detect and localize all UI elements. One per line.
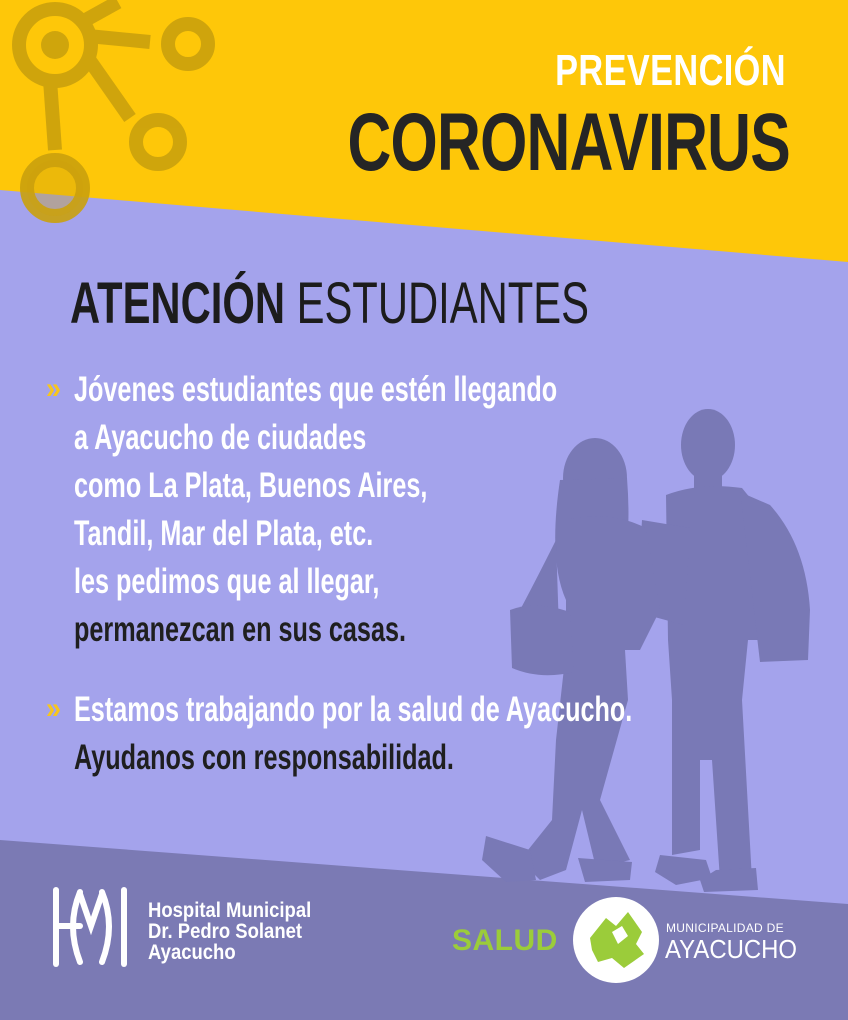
bullet-1-line-4: Tandil, Mar del Plata, etc. [74,514,374,553]
bullet-arrow-icon: » [46,692,62,725]
ayacucho-map-icon [572,896,660,984]
hospital-name-line-3: Ayacucho [148,941,236,964]
bullet-1-line-6: permanezcan en sus casas. [74,610,406,649]
bullet-1-line-5: les pedimos que al llegar, [74,562,380,601]
heading-bold: ATENCIÓN [70,271,285,336]
bullet-2-line-2: Ayudanos con responsabilidad. [74,738,454,777]
hospital-name-line-1: Hospital Municipal [148,899,312,922]
section-heading [70,270,589,337]
hm-monogram-icon [50,886,130,968]
bullet-1-line-2: a Ayacucho de ciudades [74,418,367,457]
main-title: CORONAVIRUS [347,97,790,188]
municipality-line-2: AYACUCHO [665,934,798,964]
bullet-2-line-1: Estamos trabajando por la salud de Ayacucho. [74,690,633,729]
bullet-1-line-3: como La Plata, Buenos Aires, [74,466,428,505]
municipality-line-1: MUNICIPALIDAD DE [666,921,784,935]
heading-light: ESTUDIANTES [296,271,589,336]
bullet-arrow-icon: » [46,372,62,405]
hospital-name [148,900,311,963]
kicker-title: PREVENCIÓN [555,46,786,95]
salud-label: SALUD [452,924,558,957]
hospital-name-line-2: Dr. Pedro Solanet [148,920,303,943]
bullet-1-line-1: Jóvenes estudiantes que estén llegando [74,370,558,409]
